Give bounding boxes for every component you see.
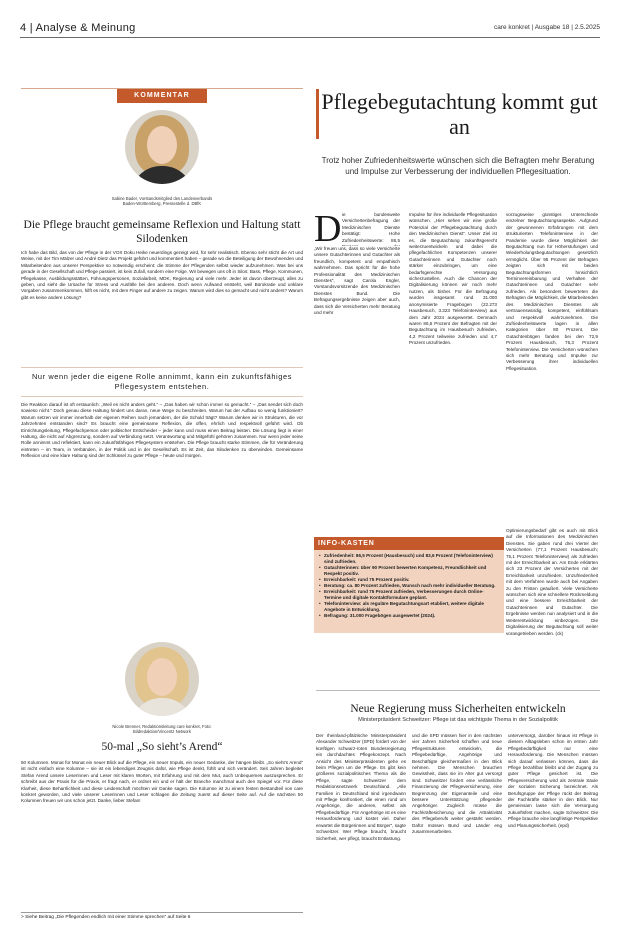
info-item: • Erreichbarkeit: rund 75 Prozent positiv. (319, 577, 499, 583)
news-col1: Der rheinland-pfälzische Ministerpräsident Alexander Schweitzer (SPD) fordert von der künftigen schwarz-roten Bundesregierung ein durchdachtes Pflegekonzept. Nach Ansicht des Ministerpräsidenten gehe es beim Pflegen um die Pflege. Es gibt kein größeres sozialpolitisches Thema als die Pflege, sagte Schweitzer dem Redaktionsnetzwerk Deutschland. „Alle Familien in Deutschland sind irgendwann mit Pflege konfrontiert, die einen rund um Angehörige, die anderen, selbst als Pflegebedürftige. Für Angehörige ist es eine Herausforderung und kostet viel. Daher erwartet die Bürgerinnen und Bürger“, sagte Schweitzer. Wer Pflege braucht, braucht Sicherheit, wer pflegt, braucht Entlastung. (316, 733, 406, 841)
news-subheading: Ministerpräsident Schweitzer: Pflege ist das wichtigste Thema in der Sozialpolitik (358, 717, 558, 723)
info-item: • Gutachterinnen: über 90 Prozent bewerten Kompetenz, Freundlichkeit und Respekt positiv. (319, 565, 499, 577)
info-box-label: INFO-KASTEN (314, 537, 504, 550)
article-col1-lead: ie bundesweite Versichertenbefragung der Medizinischen Dienste bestätigt: Hohe Zufriedenheitswerte: 86,5 (342, 212, 400, 243)
column-anniversary-heading: 50-mal „So sieht’s Arend“ (101, 741, 223, 753)
info-item: • Telefoninterview: als reguläre Begutachtungsart etabliert, weitere digitale Angebote in Entwicklung. (319, 601, 499, 613)
issue-label: care konkret | Ausgabe 18 | 2.5.2025 (493, 24, 600, 31)
comment-body-2: Die Reaktion darauf ist oft erstaunlich: „Weil es nicht anders geht.“ – „Das haben wir schon immer so gemacht.“ – „Das sendet sich doch sowieso nicht.“ Doch genau diese Haltung hindert uns daran, neue Wege zu beschreiten. Warum hat der Aufbau so wenig funktioniert? Warum setzen wir immer innerhalb der eigenen Reihen nach jemandem, der die Schuld trägt? Warum denken wir in Strukturen, die vor Jahrzehnten entstanden sind? Es braucht eine gemeinsame Reflexion, die offen, ehrlich und respektvoll geführt wird. Ob Einrichtungsleitung, Pflegefachperson oder politischer Entscheider – jeder kann und muss einen Beitrag leisten. Die Lösung liegt in einer Haltung, die nicht auf Abgrenzung, sondern auf Verbindung setzt. Verantwortung und Mitgefühl gehören zusammen. Nur wenn jeder seine Rolle annimmt und reflektiert, kann ein zukunftsfähiges Pflegesystem entstehen. Die Pflege braucht starke Stimmen, die für Veränderung eintreten – im Team, in Verbänden, in der Politik und in der Gesellschaft. Es ist Zeit, das Silodenken zu überwinden. Gemeinsame Reflexion und eine klare Haltung sind der Schlüssel zu guter Pflege – heute und morgen. (21, 402, 303, 459)
info-item: • Erreichbarkeit: rund 75 Prozent zufrieden, Verbesserungen durch Online-Termine und digitale Kontaktformulare geplant. (319, 589, 499, 601)
pull-quote: Nur wenn jeder die eigene Rolle annimmt, kann ein zukunftsfähiges Pflegesystem entstehen. (21, 367, 303, 397)
article-col2: Impulse für ihre individuelle Pflegesituation wünschen. „Hier sehen wir eine große Potenzial der Pflegebegutachtung durch den Medizinischen Dienst“. Unser Ziel ist es, die Begutachtung zukunftsgerecht weiterzuentwickeln und dabei die pflegefachlichen Kompetenzen unserer Gutachterinnen und Gutachter noch stärker einzubringen, um eine bedarfsgerechte Versorgung sicherzustellen. Auch die Chancen der Digitalisierung können wir noch mehr nutzen, als bisher. Für die Befragung wurden insgesamt rund 31.000 anonymisierte Fragebogen (22.273 Hausbesuch, 3.323 Telefoninterview) aus dem Jahr 2024 ausgewertet. Demnach waren 86,5 Prozent der Befragten mit der Begutachtung im Hausbesuch zufrieden, 4,2 Prozent teilweise zufrieden und 4,7 Prozent unzufrieden. (409, 212, 497, 346)
drop-cap: D (314, 208, 342, 250)
page-header (20, 0, 600, 38)
article-col3-cont: Optimierungsbedarf gibt es auch mit Blick auf die Informationen des Medizinischen Dienstes. Sie gaben rund drei Viertel der Versicherten (77,1 Prozent Hausbesuch; 75,1 Prozent Telefoninterview) als zufrieden mit der Erreichbarkeit an. Am Ende erklärten sich 23 Prozent der Versicherten mit der Erreichbarkeit unzufrieden. Unzufriedenheit mit dem Verfahren wurde auch bei Angaben zu den Fristen geäußert. Viele Versicherte wünschen sich eine schnellere Rückmeldung und eine bessere Erreichbarkeit der Gutachterinnen und Gutachter. Die Ergebnisse werden nun analysiert und in die Weiterentwicklung einbezogen. Die Digitalisierung der Begutachtung soll weiter vorangetrieben werden. (ck) (506, 528, 598, 636)
comment-body-1: Ich habe das Bild, das von der Pflege in der VOX Doku Heike neuerdings gezeigt wird, für sehr realistisch. Ebenso sehr sticht die Art und Weise, mit der Tim Mälzer und André Dietz das Projekt geführt und kommentiert haben – gerade wo die Beteiligung der Bewohnenden und Mitarbeitenden aus unserer Perspektive so notwendig erscheint: die Stimme der Pflegenden selbst wieder aufzunehmen. Was bei uns gerade in der Gesellschaft und Pflege passiert, ist kein Zufall, sondern eine Folge. Wir bewegen uns oft in Silos: Bass, Pflege, Kommunen, Pflegekasse, Ausbildungsstätten, Führungspersonen, Sozialarbeit, MDK, Regierung und viele mehr. Jeder ist davon überzeugt, alles zu geben, und sieht die Ursache für Stress und Ausfälle bei den anderen. Doch wenn Aufwand entsteht, weil Bürokratie und unklare Vorgaben zusammenkommen, hilft es nicht, mit dem Finger auf andere zu zeigen. Warum wird dies so gemacht und nicht anders? Warum gibt es keine andere Lösung? (21, 250, 303, 300)
news-heading: Neue Regierung muss Sicherheiten entwickeln (350, 703, 566, 715)
news-col2: und die SPD müssen hier in den nächsten vier Jahren Sicherheit schaffen und neue Pflegestrukturen entwickeln, die Pflegebedürftige, Angehörige und Beschäftigte gleichermaßen in den Blick nehmen. Die Menschen brauchen Gewissheit, dass sie im Alter gut versorgt sind. Schweitzer fordert eine verlässliche Finanzierung der Pflegeversicherung, eine Begrenzung der Eigenanteile und eine bessere Unterstützung pflegender Angehöriger. Zugleich müsse die Fachkräftesicherung und die Attraktivität des Pflegeberufs weiter gestärkt werden. Dafür müssen Bund und Länder eng zusammenarbeiten. (412, 733, 502, 835)
column-anniversary-body: 50 Kolumnen. Monat für Monat ein neuer Blick auf die Pflege, ein neuer Impuls, ein neuer Gedanke, der hängen bleibt. „So sieht’s Arend“ ist nicht einfach eine Kolumne – sie ist ein lebendiges Zeugnis dafür, wie Pflege denkt, fühlt und sich verändert. Seit Jahren begleitet Stefan Arend unsere Leserinnen und Leser mit klaren Worten, mit Erfahrung und mit dem Mut, auch Unbequemes auszusprechen. Er schreibt aus der Praxis für die Praxis, er fragt nach, er ordnet ein und er hält der Branche manchmal auch den Spiegel vor. Für diese Klarheit, diese Beharrlichkeit und diese Leidenschaft möchten wir Danke sagen. Die Kolumne ist zu einem festen Bestandteil von care konkret geworden, und viele unserer Leserinnen und Leser schlagen die Zeitung zuerst auf dieser Seite auf. Auf die nächsten 50 Kolumnen freuen wir uns schon jetzt. Danke, lieber Stefan! (21, 760, 303, 804)
author-portrait-2 (125, 642, 199, 716)
portrait-caption-2: Nicole Brenner, Redaktionsleitung care konkret, Foto: Bildredaktion/Vincentz Network (112, 724, 212, 734)
page-section-label: 4 | Analyse & Meinung (20, 22, 136, 34)
article-col3: vorzugsweise günstiger. Unterschiede einzelner Begutachtungsaspekte. Aufgrund der gewonnenen Erfahrungen mit dem strukturierten Telefoninterview in der Pandemie wurde diese Möglichkeit der Begutachtung nun für Höherstufungen und Wiederholungsbegutachtungen gesetzlich ermöglicht. Über 95 Prozent der Befragten zeigten sich mit beiden Begutachtungsformen hinsichtlich Terminvereinbarung und Verhalten der Gutachterinnen und Gutachter sehr zufrieden. Als besonders bewerteten die Befragten die Möglichkeit, die Mitarbeitenden des Medizinischen Dienstes als vertrauenswürdig, kompetent, einfühlsam und respektvoll wahrzunehmen. Die Zufriedenheitswerte lagen in allen Kategorien über 80 Prozent. Die Gutachtenbögen fanden bei den 72,9 Prozent Hausbesuch, 76,3 Prozent Telefoninterview. Die Versicherten wünschen sich mehr Beratung und Impulse zur Verbesserung ihrer individuellen Pflegesituation. (506, 212, 598, 371)
kommentar-bar (21, 88, 303, 102)
info-box (314, 537, 504, 633)
news-col3: unterversorgt, darüber hinaus ist Pflege in diesem Alltagsleben schon im ersten Jahr Pflegebedürftigkeit nur eine Herausforderung. Die Menschen müssen sich darauf verlassen können, dass die Pflege bezahlbar bleibt und der Zugang zu guter Pflege gesichert ist. Die Pflegeversicherung wird als zentrale Säule der sozialen Sicherung bezeichnet. Als Berufsgruppe der Pflege rückt der Beitrag der Fachkräfte stärker in den Blick. Nur gemeinsam lasse sich die Versorgung zukunftsfest machen, sagte Schweitzer. Die Pflege brauche eine langfristige Perspektive und Planungssicherheit. (epd) (508, 733, 598, 828)
author-portrait-1 (125, 110, 199, 184)
footnote: > Siehe Beitrag „Die Pflegenden endlich mit einer Stimme sprechen“ auf Seite 6 (21, 912, 303, 920)
section-divider (316, 690, 600, 691)
portrait-caption-1: Sabine Bader, Vorstandsmitglied des Landesverbands Baden-Württemberg, Pressestelle d. DBfK (111, 196, 213, 206)
info-item: • Zufriedenheit: 86,5 Prozent (Hausbesuch) und 83,6 Prozent (Telefoninterview) sind zufrieden. (319, 553, 499, 565)
article-col1: „Wir freuen uns, dass so viele Versicherte unsere Gutachterinnen und Gutachter als freundlich, kompetent und empathisch wahrnehmen. Das spricht für die hohe Professionalität des Medizinischen Dienstes“, sagt Carola Engler, Vorstandsvorsitzende des Medizinischen Dienstes Bund. Die Befragungsergebnisse zeigen aber auch, dass sich die Versicherten mehr Beratung und mehr (314, 246, 400, 316)
kommentar-label: KOMMENTAR (117, 89, 207, 103)
article-subtitle: Trotz hoher Zufriedenheitswerte wünschen sich die Befragten mehr Beratung und Impulse zur Verbesserung der individuellen Pflegesituation. (321, 156, 595, 176)
article-title: Pflegebegutachtung kommt gut an (316, 89, 600, 139)
info-item: • Befragung: 31.000 Fragebögen ausgewertet (2024). (319, 613, 499, 619)
info-item: • Beratung: ca. 80 Prozent zufrieden, Wunsch nach mehr individueller Beratung. (319, 583, 499, 589)
comment-heading: Die Pflege braucht gemeinsame Reflexion und Haltung statt Silodenken (23, 219, 301, 245)
